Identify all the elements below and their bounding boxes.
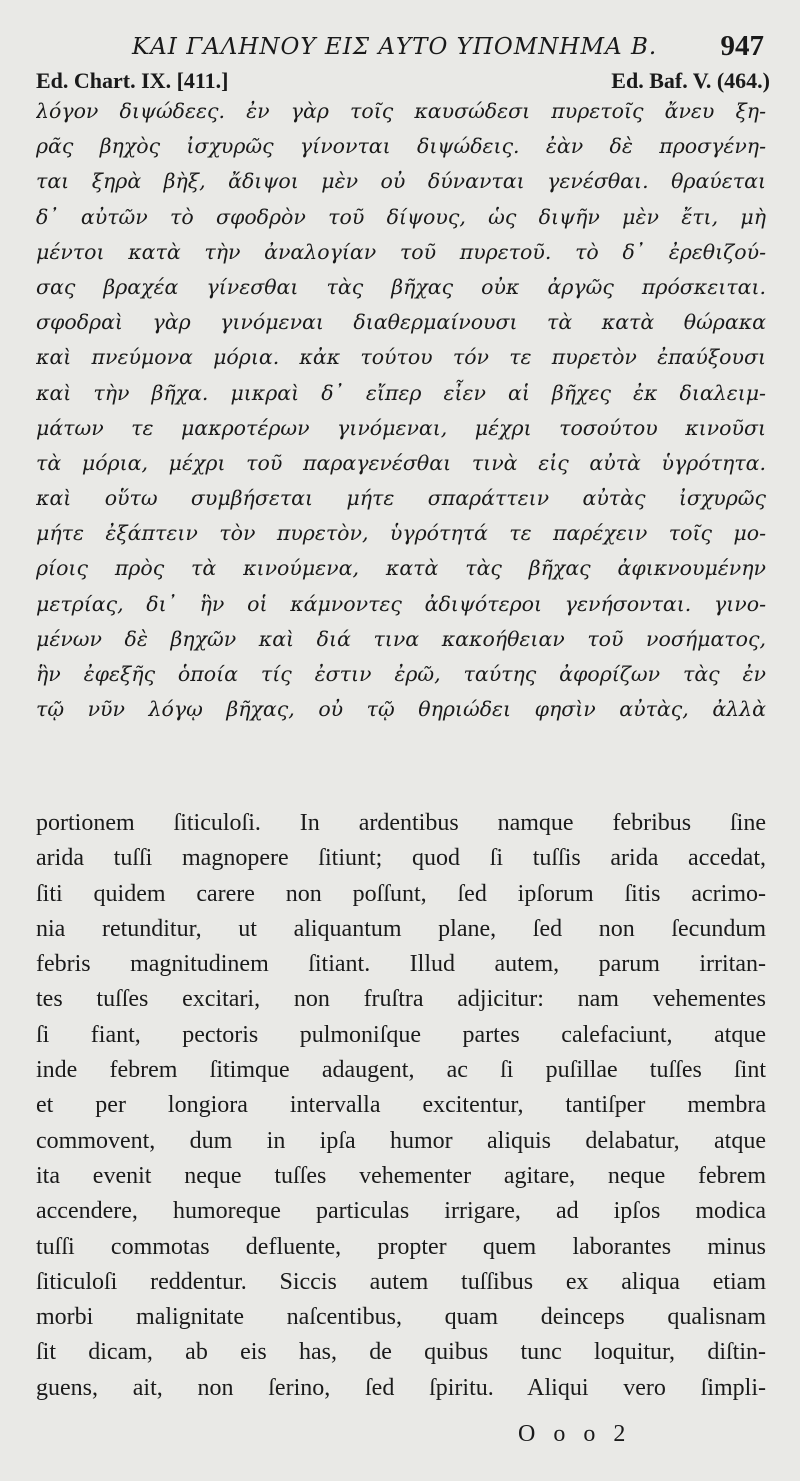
greek-line: ται ξηρὰ βὴξ, ἄδιψοι μὲν οὐ δύνανται γενέσθαι. θραύεται bbox=[36, 169, 766, 194]
latin-line: accendere, humoreque particulas irrigare, ad ipſos modica bbox=[36, 1198, 766, 1225]
latin-line: guens, ait, non ſerino, ſed ſpiritu. Aliqui vero ſimpli- bbox=[36, 1374, 766, 1401]
greek-line: καὶ πνεύμονα μόρια. κἀκ τούτου τόν τε πυρετὸν ἐπαύξουσι bbox=[36, 345, 766, 370]
latin-line: nia retunditur, ut aliquantum plane, ſed non ſecundum bbox=[36, 915, 766, 942]
greek-line: δ᾽ αὐτῶν τὸ σφοδρὸν τοῦ δίψους, ὡς διψῆν μὲν ἔτι, μὴ bbox=[36, 204, 766, 229]
latin-line: arida tuſſi magnopere ſitiunt; quod ſi tuſſis arida accedat, bbox=[36, 845, 766, 872]
greek-text-block bbox=[36, 94, 766, 727]
edition-reference-line bbox=[36, 68, 770, 94]
greek-line: ρίοις πρὸς τὰ κινούμενα, κατὰ τὰς βῆχας ἀφικνουμένην bbox=[36, 556, 766, 581]
greek-line: τῷ νῦν λόγῳ βῆχας, οὐ τῷ θηριώδει φησὶν αὐτὰς, ἀλλὰ bbox=[36, 697, 766, 722]
greek-line: μετρίας, δι᾽ ἣν οἱ κάμνοντες ἀδιψότεροι γενήσονται. γινο- bbox=[36, 591, 766, 616]
page-number: 947 bbox=[720, 30, 764, 62]
latin-line: portionem ſiticuloſi. In ardentibus namque febribus ſine bbox=[36, 810, 766, 836]
latin-line: tes tuſſes excitari, non fruſtra adjicitur: nam vehementes bbox=[36, 986, 766, 1013]
greek-line: καὶ τὴν βῆχα. μικραὶ δ᾽ εἴπερ εἶεν αἱ βῆχες ἐκ διαλειμ- bbox=[36, 380, 766, 405]
latin-line: tuſſi commotas defluente, propter quem laborantes minus bbox=[36, 1233, 766, 1260]
latin-line: ſiticuloſi reddentur. Siccis autem tuſſibus ex aliqua etiam bbox=[36, 1268, 766, 1295]
latin-line: febris magnitudinem ſitiant. Illud autem, parum irritan- bbox=[36, 951, 766, 978]
latin-text-block bbox=[36, 806, 766, 1406]
latin-line: ſiti quidem carere non poſſunt, ſed ipſorum ſitis acrimo- bbox=[36, 880, 766, 907]
edition-chartier-reference: Ed. Chart. IX. [411.] bbox=[36, 68, 229, 93]
latin-line: et per longiora intervalla excitentur, tantiſper membra bbox=[36, 1092, 766, 1119]
greek-line: σφοδραὶ γὰρ γινόμεναι διαθερμαίνουσι τὰ κατὰ θώρακα bbox=[36, 310, 766, 335]
greek-line: μάτων τε μακροτέρων γινόμεναι, μέχρι τοσούτου κινοῦσι bbox=[36, 415, 766, 440]
latin-line: commovent, dum in ipſa humor aliquis delabatur, atque bbox=[36, 1127, 766, 1154]
edition-basel-reference: Ed. Baf. V. (464.) bbox=[611, 68, 770, 93]
latin-line: ſi fiant, pectoris pulmoniſque partes calefaciunt, atque bbox=[36, 1021, 766, 1048]
greek-line: τὰ μόρια, μέχρι τοῦ παραγενέσθαι τινὰ εἰς αὐτὰ ὑγρότητα. bbox=[36, 450, 766, 475]
greek-line: μέντοι κατὰ τὴν ἀναλογίαν τοῦ πυρετοῦ. τὸ δ᾽ ἐρεθιζού- bbox=[36, 239, 766, 264]
greek-line: σας βραχέα γίνεσθαι τὰς βῆχας οὐκ ἀργῶς πρόσκειται. bbox=[36, 274, 766, 299]
latin-line: ita evenit neque tuſſes vehementer agitare, neque febrem bbox=[36, 1162, 766, 1189]
greek-line: ρᾶς βηχὸς ἰσχυρῶς γίνονται διψώδεις. ἐὰν δὲ προσγένη- bbox=[36, 134, 766, 159]
latin-line: inde febrem ſitimque adaugent, ac ſi puſillae tuſſes ſint bbox=[36, 1057, 766, 1084]
running-title: ΚΑΙ ΓΑΛΗΝΟΥ ΕΙΣ ΑΥΤΟ ΥΠΟΜΝΗΜΑ Β. bbox=[132, 34, 658, 60]
running-head bbox=[36, 30, 770, 64]
greek-line: λόγον διψώδεες. ἐν γὰρ τοῖς καυσώδεσι πυρετοῖς ἄνευ ξη- bbox=[36, 99, 766, 123]
latin-line: morbi malignitate naſcentibus, quam deinceps qualisnam bbox=[36, 1304, 766, 1331]
latin-line: ſit dicam, ab eis has, de quibus tunc loquitur, diſtin- bbox=[36, 1339, 766, 1366]
signature-mark: O o o 2 bbox=[518, 1421, 632, 1447]
greek-line: μήτε ἐξάπτειν τὸν πυρετὸν, ὑγρότητά τε παρέχειν τοῖς μο- bbox=[36, 521, 766, 546]
greek-line: μένων δὲ βηχῶν καὶ διά τινα κακοήθειαν τοῦ νοσήματος, bbox=[36, 626, 766, 651]
greek-line: ἣν ἐφεξῆς ὁποία τίς ἐστιν ἐρῶ, ταύτης ἀφορίζων τὰς ἐν bbox=[36, 662, 766, 686]
greek-line: καὶ οὕτω συμβήσεται μήτε σπαράττειν αὐτὰς ἰσχυρῶς bbox=[36, 486, 766, 511]
